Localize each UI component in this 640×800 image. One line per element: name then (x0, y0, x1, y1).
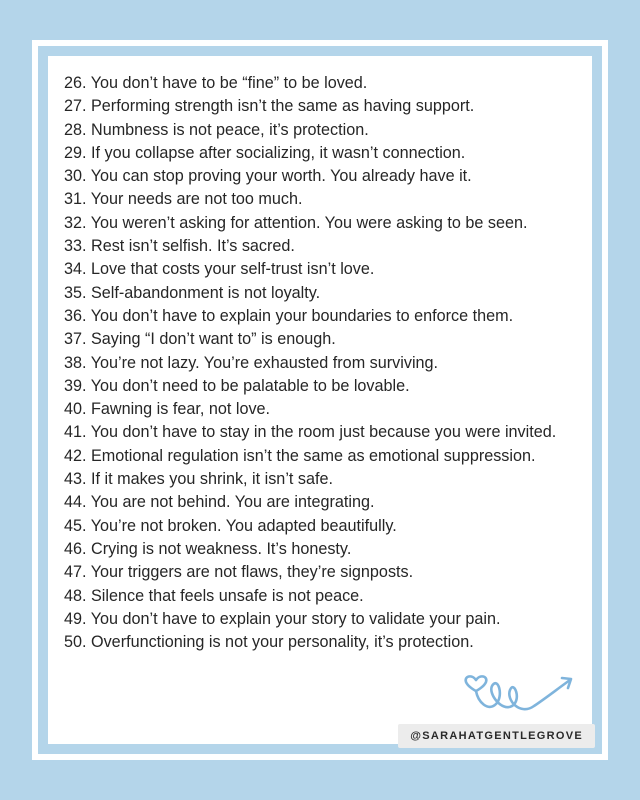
list-item: 45. You’re not broken. You adapted beautifully. (64, 516, 397, 535)
list-item: 30. You can stop proving your worth. You already have it. (64, 167, 472, 186)
list-item: 49. You don’t have to explain your story to validate your pain. (64, 609, 501, 628)
card-inner-frame (38, 46, 602, 754)
list-item: 26. You don’t have to be “fine” to be loved. (64, 74, 368, 92)
list-item: 33. Rest isn’t selfish. It’s sacred. (64, 237, 295, 256)
list-item: 42. Emotional regulation isn’t the same as emotional suppression. (64, 446, 536, 465)
list-item: 36. You don’t have to explain your boundaries to enforce them. (64, 306, 514, 325)
affirmation-list (64, 72, 579, 654)
list-item: 34. Love that costs your self-trust isn’t love. (64, 260, 375, 279)
list-item: 31. Your needs are not too much. (64, 190, 303, 209)
list-item: 39. You don’t need to be palatable to be lovable. (64, 376, 410, 395)
list-item: 29. If you collapse after socializing, it wasn’t connection. (64, 143, 466, 162)
list-item: 35. Self-abandonment is not loyalty. (64, 283, 321, 302)
list-item: 38. You’re not lazy. You’re exhausted from surviving. (64, 353, 439, 372)
list-item: 40. Fawning is fear, not love. (64, 400, 271, 419)
author-handle-badge: @SARAHATGENTLEGROVE (398, 724, 595, 748)
list-item: 41. You don’t have to stay in the room just because you were invited. (64, 423, 557, 442)
list-item: 46. Crying is not weakness. It’s honesty. (64, 539, 352, 558)
heart-loop-arrow-icon (458, 660, 578, 722)
list-item: 48. Silence that feels unsafe is not peace. (64, 586, 364, 605)
list-item: 32. You weren’t asking for attention. You were asking to be seen. (64, 213, 528, 232)
list-item: 37. Saying “I don’t want to” is enough. (64, 330, 336, 349)
list-item: 47. Your triggers are not flaws, they’re signposts. (64, 563, 414, 582)
list-item: 50. Overfunctioning is not your personality, it’s protection. (64, 633, 474, 652)
list-item: 43. If it makes you shrink, it isn’t safe. (64, 470, 333, 489)
list-item: 27. Performing strength isn’t the same as having support. (64, 97, 475, 116)
card-outer-frame (32, 40, 608, 760)
list-item: 44. You are not behind. You are integrating. (64, 493, 375, 512)
list-item: 28. Numbness is not peace, it’s protection. (64, 120, 369, 139)
